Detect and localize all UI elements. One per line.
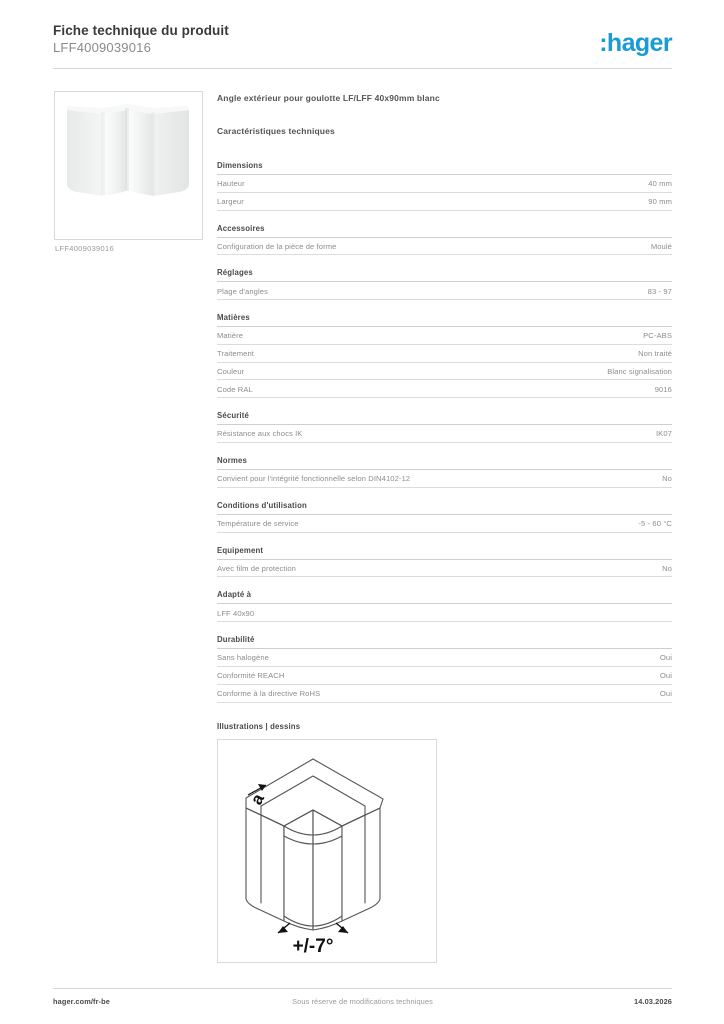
spec-label: Résistance aux chocs IK: [217, 429, 303, 439]
spec-row: [217, 238, 672, 256]
spec-row: [217, 604, 672, 622]
spec-row: [217, 363, 672, 381]
dimension-a-label: a: [246, 790, 268, 808]
spec-label: Température de service: [217, 519, 299, 528]
header-divider: [53, 68, 672, 69]
technical-drawing: [217, 739, 437, 963]
spec-value: PC-ABS: [643, 331, 672, 341]
spec-label: Conforme à la directive RoHS: [217, 688, 321, 698]
spec-row: [217, 685, 672, 703]
spec-row: [217, 193, 672, 211]
spec-row: [217, 470, 672, 488]
spec-value: 40 mm: [648, 179, 672, 189]
spec-row: [217, 380, 672, 398]
spec-group-title: Accessoires: [217, 224, 672, 238]
spec-row: [217, 667, 672, 685]
spec-content: [217, 93, 672, 963]
spec-value: Oui: [659, 671, 672, 681]
spec-group: [217, 456, 672, 488]
spec-row: [217, 515, 672, 533]
page-header: [53, 22, 672, 68]
spec-group-title: Sécurité: [217, 411, 672, 425]
spec-label: LFF 40x90: [217, 608, 255, 618]
spec-group-title: Matières: [217, 313, 672, 327]
spec-value: Moulé: [650, 241, 672, 251]
spec-group: [217, 590, 672, 622]
spec-value: Oui: [659, 653, 672, 663]
spec-label: Avec film de protection: [217, 563, 296, 573]
spec-row: [217, 175, 672, 193]
footer-divider: [53, 988, 672, 989]
spec-group: [217, 313, 672, 398]
spec-value: Blanc signalisation: [607, 366, 672, 376]
spec-value: No: [662, 474, 672, 484]
spec-value: Non traité: [638, 349, 672, 359]
spec-label: Couleur: [217, 366, 245, 376]
spec-label: Matière: [217, 331, 244, 341]
spec-group: [217, 268, 672, 300]
spec-value: IK07: [655, 429, 672, 439]
spec-group: [217, 501, 672, 533]
spec-group-title: Réglages: [217, 268, 672, 282]
spec-group-title: Durabilité: [217, 635, 672, 649]
spec-label: Traitement: [217, 349, 255, 359]
product-photo: [54, 91, 203, 240]
spec-label: Hauteur: [217, 179, 245, 189]
drawings-title: Illustrations | dessins: [217, 721, 301, 731]
spec-label: Largeur: [217, 196, 244, 206]
spec-label: Convient pour l'intégrité fonctionnelle selon DIN4102-12: [217, 474, 411, 484]
spec-row: [217, 560, 672, 578]
page-title: Fiche technique du produit: [53, 23, 229, 38]
product-photo-image: [55, 92, 202, 239]
spec-row: [217, 327, 672, 345]
footer-date: 14.03.2026: [634, 997, 672, 1006]
spec-group-title: Dimensions: [217, 161, 672, 175]
spec-value: -5 - 60 °C: [638, 519, 672, 528]
product-name: Angle extérieur pour goulotte LF/LFF 40x90mm blanc: [217, 93, 440, 103]
spec-row: [217, 649, 672, 667]
angle-label: +/-7°: [292, 935, 334, 957]
spec-row: [217, 345, 672, 363]
spec-label: Conformité REACH: [217, 671, 285, 681]
spec-group-title: Normes: [217, 456, 672, 470]
spec-row: [217, 425, 672, 443]
spec-value: 83 - 97: [647, 286, 672, 296]
spec-group: [217, 161, 672, 211]
spec-label: Code RAL: [217, 384, 253, 394]
spec-group: [217, 635, 672, 702]
spec-group-title: Equipement: [217, 546, 672, 560]
footer-disclaimer: Sous réserve de modifications techniques: [292, 997, 433, 1006]
page-footer: [53, 997, 672, 1011]
spec-group-title: Adapté à: [217, 590, 672, 604]
spec-label: Plage d'angles: [217, 286, 268, 296]
spec-value: No: [662, 563, 672, 573]
hager-logo: :hager: [599, 29, 672, 57]
spec-value: Oui: [659, 688, 672, 698]
spec-value: 9016: [654, 384, 672, 394]
spec-group: [217, 546, 672, 578]
spec-row: [217, 282, 672, 300]
technical-drawing-image: [218, 740, 436, 962]
spec-group-title: Conditions d'utilisation: [217, 501, 672, 515]
spec-group: [217, 224, 672, 256]
product-photo-caption: LFF4009039016: [55, 244, 114, 253]
product-reference: LFF4009039016: [53, 40, 152, 55]
spec-label: Sans halogène: [217, 653, 269, 663]
spec-table: [217, 161, 672, 703]
spec-group: [217, 411, 672, 443]
spec-value: 90 mm: [648, 196, 672, 206]
spec-label: Configuration de la pièce de forme: [217, 241, 337, 251]
characteristics-title: Caractéristiques techniques: [217, 126, 335, 136]
footer-website[interactable]: hager.com/fr-be: [53, 997, 110, 1006]
